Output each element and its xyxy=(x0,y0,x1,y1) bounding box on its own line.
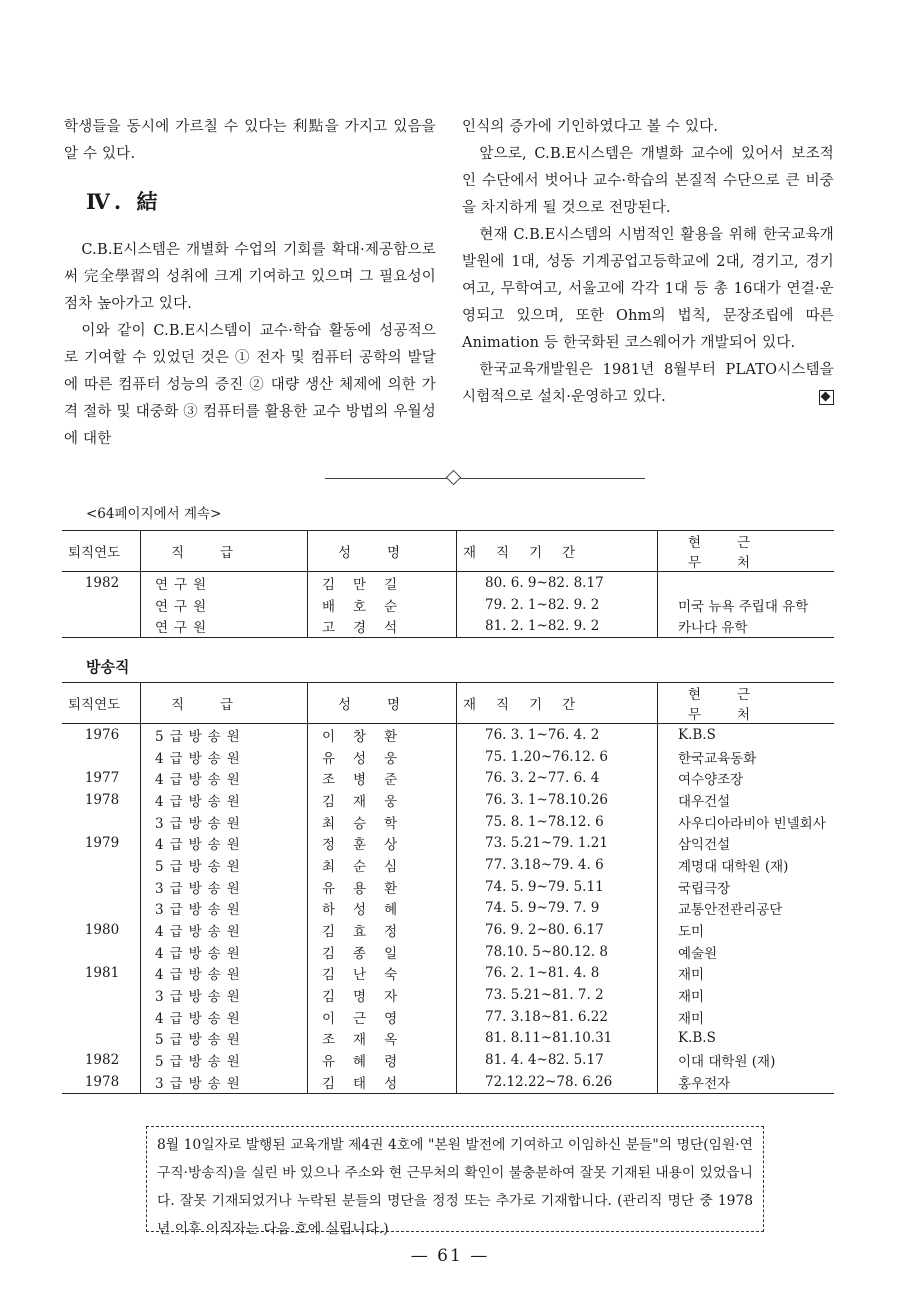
cell-year xyxy=(62,1006,141,1028)
broadcast-heading: 방송직 xyxy=(86,658,130,676)
right-column xyxy=(462,114,834,411)
cell-year: 1978 xyxy=(84,791,120,808)
cell-name: 이근영 xyxy=(308,1006,457,1028)
cell-rank: 4급방송원 xyxy=(141,767,308,789)
cell-workplace: 국립극장 xyxy=(658,876,835,898)
cell-period: 76. 3. 1~76. 4. 2 xyxy=(457,724,658,746)
table-header-row xyxy=(62,531,834,572)
diamond-icon xyxy=(446,470,462,486)
cell-rank: 연구원 xyxy=(141,572,308,594)
cell-period: 76. 9. 2~80. 6.17 xyxy=(457,919,658,941)
cell-name: 배호순 xyxy=(308,594,457,616)
cell-workplace: 삼익건설 xyxy=(658,832,835,854)
paragraph: 학생들을 동시에 가르칠 수 있다는 利點을 가지고 있음을 알 수 있다. xyxy=(64,119,436,162)
cell-name: 김만길 xyxy=(308,572,457,594)
table-row xyxy=(62,984,834,1006)
cell-name: 고경석 xyxy=(308,615,457,637)
cell-name: 유혜령 xyxy=(308,1049,457,1071)
cell-name: 김태성 xyxy=(308,1071,457,1093)
header-year: 퇴직연도 xyxy=(62,531,141,572)
cell-rank: 4급방송원 xyxy=(141,1006,308,1028)
cell-period: 81. 8.11~81.10.31 xyxy=(457,1028,658,1050)
cell-name: 유용환 xyxy=(308,876,457,898)
cell-name: 이창환 xyxy=(308,724,457,746)
continued-note: <64페이지에서 계속> xyxy=(86,506,222,522)
table-row xyxy=(62,811,834,833)
cell-name: 조병준 xyxy=(308,767,457,789)
cell-year xyxy=(62,941,141,963)
cell-period: 78.10. 5~80.12. 8 xyxy=(457,941,658,963)
cell-year xyxy=(62,898,141,920)
left-column xyxy=(64,114,436,453)
cell-year: 1978 xyxy=(62,1071,141,1093)
cell-year xyxy=(62,876,141,898)
cell-workplace: 도미 xyxy=(658,919,835,941)
table-row xyxy=(62,963,834,985)
cell-workplace: 예술원 xyxy=(658,941,835,963)
cell-period: 75. 8. 1~78.12. 6 xyxy=(457,811,658,833)
header-name: 성명 xyxy=(308,683,457,724)
cell-name: 김난숙 xyxy=(308,963,457,985)
page-number: — 61 — xyxy=(410,1246,490,1266)
header-period: 재직기간 xyxy=(457,683,658,724)
cell-rank: 4급방송원 xyxy=(141,919,308,941)
cell-rank: 5급방송원 xyxy=(141,724,308,746)
cell-period: 76. 2. 1~81. 4. 8 xyxy=(457,963,658,985)
header-rank: 직급 xyxy=(141,531,308,572)
cell-rank: 3급방송원 xyxy=(141,1071,308,1093)
header-rank: 직급 xyxy=(141,683,308,724)
table-header-row xyxy=(62,683,834,724)
cell-rank: 4급방송원 xyxy=(141,746,308,768)
table-row xyxy=(62,767,834,789)
table-row xyxy=(62,941,834,963)
cell-rank: 3급방송원 xyxy=(141,984,308,1006)
cell-rank: 5급방송원 xyxy=(141,854,308,876)
table-row xyxy=(62,1049,834,1071)
header-period: 재직기간 xyxy=(457,531,658,572)
table-row xyxy=(62,919,834,941)
cell-rank: 5급방송원 xyxy=(141,1049,308,1071)
paragraph xyxy=(462,357,834,411)
table-row xyxy=(62,898,834,920)
research-staff-table xyxy=(62,530,834,638)
table-row xyxy=(62,876,834,898)
table-row xyxy=(62,789,834,811)
cell-year: 1981 xyxy=(84,965,120,982)
header-year: 퇴직연도 xyxy=(62,683,141,724)
cell-workplace: 카나다 유학 xyxy=(658,615,835,637)
cell-year xyxy=(62,1028,141,1050)
cell-period: 80. 6. 9~82. 8.17 xyxy=(457,572,658,594)
cell-workplace: 미국 뉴욕 주립대 유학 xyxy=(658,594,835,616)
cell-name: 김재웅 xyxy=(308,789,457,811)
cell-period: 72.12.22~78. 6.26 xyxy=(457,1071,658,1093)
cell-workplace: 재미 xyxy=(658,963,835,985)
header-name: 성명 xyxy=(308,531,457,572)
cell-year xyxy=(62,984,141,1006)
cell-period: 81. 2. 1~82. 9. 2 xyxy=(457,615,658,637)
cell-year: 1976 xyxy=(84,726,120,743)
cell-period: 79. 2. 1~82. 9. 2 xyxy=(457,594,658,616)
cell-period: 73. 5.21~79. 1.21 xyxy=(457,832,658,854)
research-table-body xyxy=(62,572,834,638)
cell-name: 김명자 xyxy=(308,984,457,1006)
cell-year xyxy=(62,811,141,833)
cell-workplace: 계명대 대학원 (재) xyxy=(658,854,835,876)
cell-rank: 5급방송원 xyxy=(141,1028,308,1050)
cell-period: 81. 4. 4~82. 5.17 xyxy=(457,1049,658,1071)
cell-workplace: K.B.S xyxy=(658,1028,835,1050)
cell-year xyxy=(62,854,141,876)
paragraph: 현재 C.B.E시스템의 시범적인 활용을 위해 한국교육개발원에 1대, 성동 기계공업고등학교에 2대, 경기고, 경기여고, 무학여고, 서울고에 각각 1대 등 총 16대가 연결·운영되고 있으며, 또한 Ohm의 법칙, 문장조립에 따른 Animation 등 한국화된 코스웨어가 개발되어 있다. xyxy=(462,227,834,351)
paragraph: 인식의 증가에 기인하였다고 볼 수 있다. xyxy=(462,119,719,135)
cell-year xyxy=(62,746,141,768)
header-workplace: 현근무처 xyxy=(658,531,835,572)
table-row xyxy=(62,854,834,876)
cell-year: 1977 xyxy=(84,770,120,787)
paragraph-text: 한국교육개발원은 1981년 8월부터 PLATO시스템을 시험적으로 설치·운영하고 있다. xyxy=(462,362,834,405)
header-workplace: 현근무처 xyxy=(658,683,835,724)
cell-workplace: 교통안전관리공단 xyxy=(658,898,835,920)
cell-year: 1979 xyxy=(84,835,120,852)
cell-name: 김종일 xyxy=(308,941,457,963)
cell-period: 74. 5. 9~79. 7. 9 xyxy=(457,898,658,920)
cell-name: 정훈상 xyxy=(308,832,457,854)
cell-year xyxy=(62,615,141,637)
cell-workplace: 사우디아라비아 빈넬회사 xyxy=(658,811,835,833)
paragraph: 앞으로, C.B.E시스템은 개별화 교수에 있어서 보조적인 수단에서 벗어나 교수·학습의 본질적 수단으로 큰 비중을 차지하게 될 것으로 전망된다. xyxy=(462,146,834,216)
paragraph: C.B.E시스템은 개별화 수업의 기회를 확대·제공함으로써 完全學習의 성취에 크게 기여하고 있으며 그 필요성이 점차 높아가고 있다. xyxy=(64,242,436,312)
cell-workplace: 한국교육동화 xyxy=(658,746,835,768)
table-row xyxy=(62,594,834,616)
cell-year: 1982 xyxy=(84,574,120,591)
cell-name: 조재옥 xyxy=(308,1028,457,1050)
cell-workplace: 여수양조장 xyxy=(658,767,835,789)
cell-rank: 연구원 xyxy=(141,594,308,616)
cell-rank: 3급방송원 xyxy=(141,876,308,898)
cell-name: 최순심 xyxy=(308,854,457,876)
cell-period: 76. 3. 1~78.10.26 xyxy=(457,789,658,811)
cell-name: 유성웅 xyxy=(308,746,457,768)
table-row xyxy=(62,746,834,768)
cell-workplace: 대우건설 xyxy=(658,789,835,811)
broadcast-staff-table xyxy=(62,682,834,1094)
cell-name: 김효정 xyxy=(308,919,457,941)
table-row xyxy=(62,724,834,746)
cell-workplace: 재미 xyxy=(658,1006,835,1028)
cell-period: 77. 3.18~81. 6.22 xyxy=(457,1006,658,1028)
cell-rank: 4급방송원 xyxy=(141,963,308,985)
cell-workplace: 재미 xyxy=(658,984,835,1006)
cell-workplace: 이대 대학원 (재) xyxy=(658,1049,835,1071)
cell-workplace: K.B.S xyxy=(658,724,835,746)
table-row xyxy=(62,1028,834,1050)
cell-rank: 4급방송원 xyxy=(141,789,308,811)
cell-rank: 4급방송원 xyxy=(141,941,308,963)
notice-text: 8월 10일자로 발행된 교육개발 제4권 4호에 "본원 발전에 기여하고 이임하신 분들"의 명단(임원·연구직·방송직)을 실린 바 있으나 주소와 현 근무처의 확인이 불충분하여 잘못 기재된 내용이 있었읍니다. 잘못 기재되었거나 누락된 분들의 명단을 정정 또는 추가로 기재합니다. (관리직 명단 중 1978년 이후 이직자는 다음 호에 실립니다.) xyxy=(157,1137,753,1237)
section-title: Ⅳ. 結 xyxy=(86,189,162,214)
paragraph: 이와 같이 C.B.E시스템이 교수·학습 활동에 성공적으로 기여할 수 있었던 것은 ① 전자 및 컴퓨터 공학의 발달에 따른 컴퓨터 성능의 증진 ② 대량 생산 체제에 의한 가격 절하 및 대중화 ③ 컴퓨터를 활용한 교수 방법의 우월성에 대한 xyxy=(64,323,436,447)
cell-period: 77. 3.18~79. 4. 6 xyxy=(457,854,658,876)
cell-year: 1982 xyxy=(84,1052,120,1069)
cell-workplace xyxy=(658,572,835,594)
cell-rank: 연구원 xyxy=(141,615,308,637)
table-row xyxy=(62,615,834,637)
cell-rank: 3급방송원 xyxy=(141,898,308,920)
end-mark-icon xyxy=(819,390,834,405)
cell-name: 하성혜 xyxy=(308,898,457,920)
table-row xyxy=(62,1071,834,1093)
cell-year: 1980 xyxy=(84,922,120,939)
table-row xyxy=(62,1006,834,1028)
cell-period: 73. 5.21~81. 7. 2 xyxy=(457,984,658,1006)
cell-workplace: 홍우전자 xyxy=(658,1071,835,1093)
cell-period: 76. 3. 2~77. 6. 4 xyxy=(457,767,658,789)
table-row xyxy=(62,832,834,854)
table-row xyxy=(62,572,834,594)
broadcast-table-body xyxy=(62,724,834,1094)
cell-rank: 4급방송원 xyxy=(141,832,308,854)
section-divider xyxy=(325,478,645,479)
cell-period: 74. 5. 9~79. 5.11 xyxy=(457,876,658,898)
cell-period: 75. 1.20~76.12. 6 xyxy=(457,746,658,768)
cell-year xyxy=(62,594,141,616)
cell-rank: 3급방송원 xyxy=(141,811,308,833)
cell-name: 최승학 xyxy=(308,811,457,833)
correction-notice xyxy=(146,1126,764,1237)
